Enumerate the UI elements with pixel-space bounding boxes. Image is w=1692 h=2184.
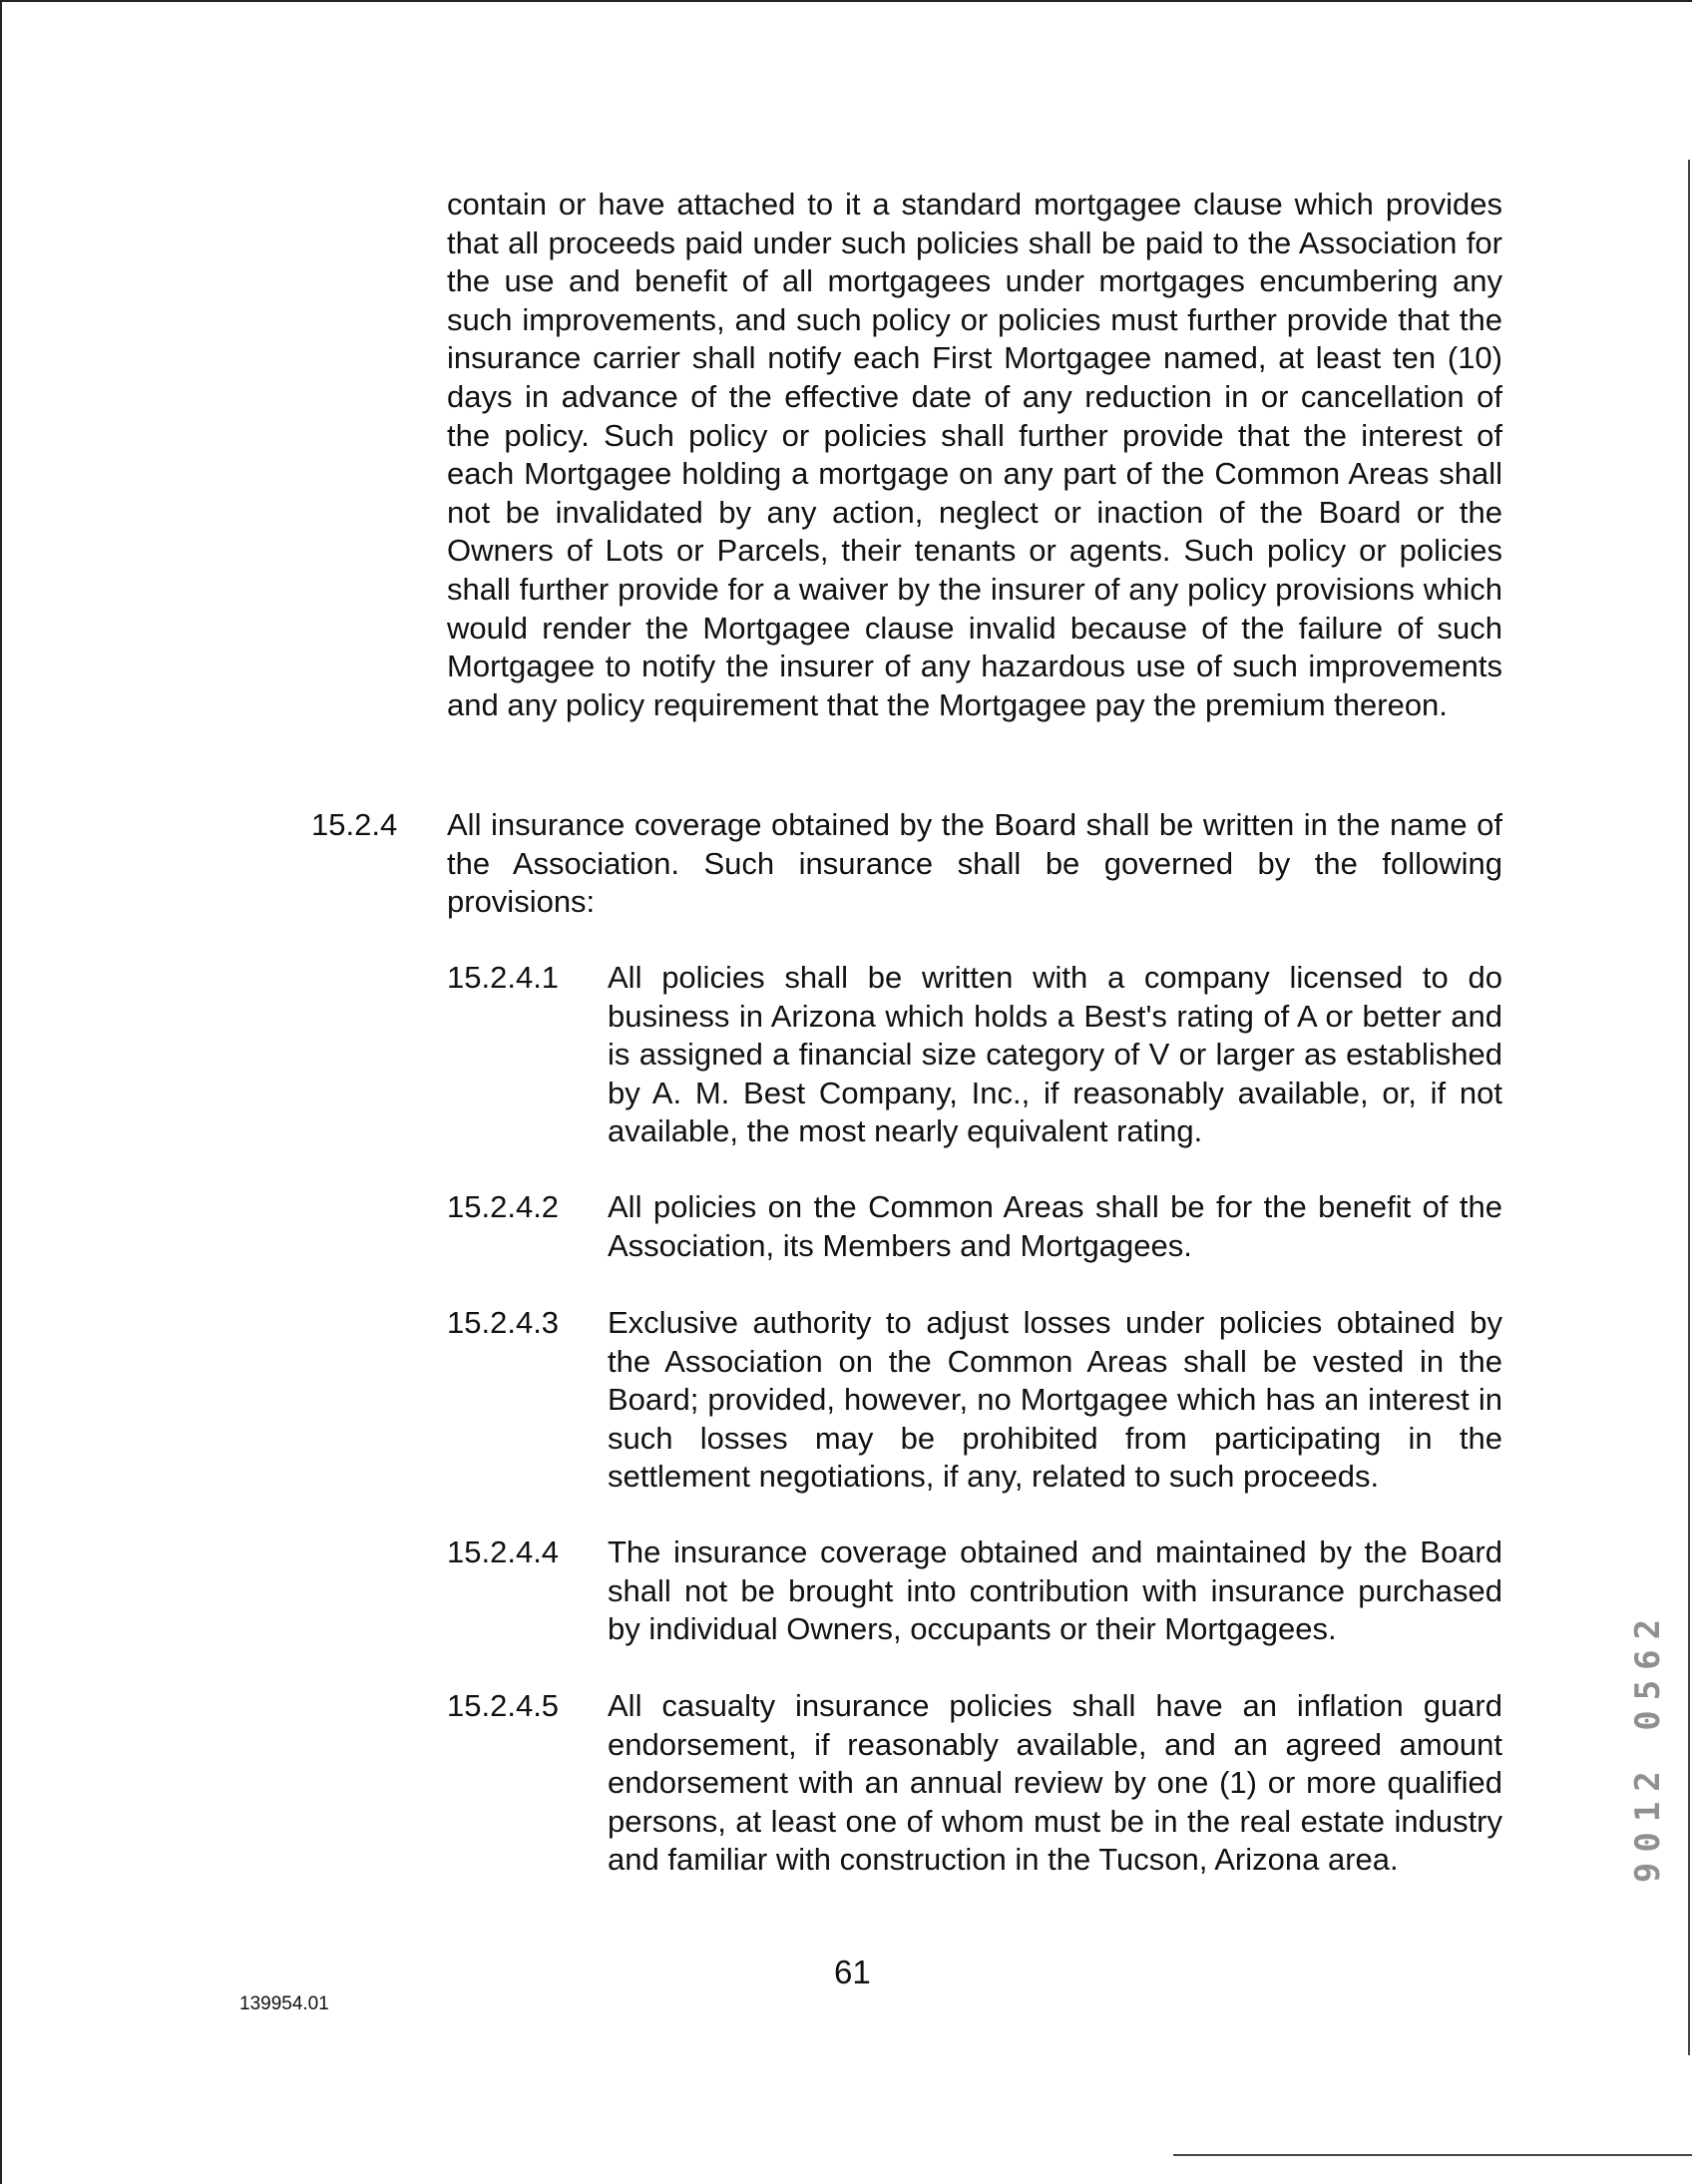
subsection-number: 15.2.4.2 — [447, 1189, 560, 1224]
document-id: 139954.01 — [239, 1993, 329, 2014]
section-text: All insurance coverage obtained by the Board shall be written in the name of the Association. Such insurance shall be governed by the following provisions: — [447, 807, 1502, 920]
subsection-number: 15.2.4.5 — [447, 1688, 560, 1723]
intro-paragraph: contain or have attached to it a standard mortgagee clause which provides that all proceeds paid under such policies shall be paid to the Association for the use and benefit of all mortgagees under mortgages encumbering any such improvements, and such policy or policies must further provide that the insurance carrier shall notify each First Mortgagee named, at least ten (10) days in advance of the effective date of any reduction in or cancellation of the policy. Such policy or policies shall further provide that the interest of each Mortgagee holding a mortgage on any part of the Common Areas shall not be invalidated by any action, neglect or inaction of the Board or the Owners of Lots or Parcels, their tenants or agents. Such policy or policies shall further provide for a waiver by the insurer of any policy provisions which would render the Mortgagee clause invalid because of the failure of such Mortgagee to notify the insurer of any hazardous use of such improvements and any policy requirement that the Mortgagee pay the premium thereon. — [447, 187, 1502, 722]
recording-stamp-text: 9012 0562 — [1628, 1608, 1669, 1884]
subsection-text: The insurance coverage obtained and maintained by the Board shall not be brought into contribution with insurance purchased by individual Owners, occupants or their Mortgagees. — [608, 1534, 1502, 1647]
subsection-number: 15.2.4.4 — [447, 1534, 560, 1569]
scan-edge-right — [1688, 160, 1690, 2055]
subsection-number: 15.2.4.3 — [447, 1305, 560, 1340]
subsection-text: Exclusive authority to adjust losses under policies obtained by the Association on the Common Areas shall be vested in the Board; provided, however, no Mortgagee which has an interest in such losses may be prohibited from participating in the settlement negotiations, if any, related to such proceeds. — [608, 1305, 1502, 1495]
subsection-text: All policies shall be written with a company licensed to do business in Arizona which holds a Best's rating of A or better and is assigned a financial size category of V or larger as established by A. M. Best Company, Inc., if reasonably available, or, if not available, the most nearly equivalent rating. — [608, 960, 1502, 1149]
subsection-text: All policies on the Common Areas shall be for the benefit of the Association, its Members and Mortgagees. — [608, 1189, 1502, 1263]
section-number: 15.2.4 — [311, 807, 398, 842]
subsection-number: 15.2.4.1 — [447, 960, 560, 995]
scan-edge-bottom — [1173, 2154, 1692, 2156]
page-number: 61 — [834, 1954, 871, 1990]
recording-stamp — [1628, 1566, 1668, 1926]
subsection-text: All casualty insurance policies shall have an inflation guard endorsement, if reasonably available, and an agreed amount endorsement with an annual review by one (1) or more qualified persons, at least one of whom must be in the real estate industry and familiar with construction in the Tucson, Arizona area. — [608, 1688, 1502, 1878]
